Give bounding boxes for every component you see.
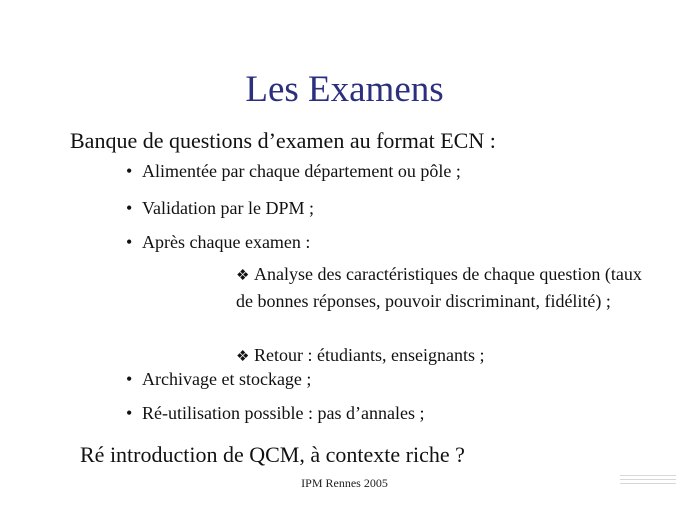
bullet-icon: • [126, 161, 133, 181]
bullet-icon: • [126, 403, 133, 423]
diamond-bullet-icon: ❖ [236, 268, 250, 284]
sub-bullet-text: Retour : étudiants, enseignants ; [254, 345, 485, 365]
slide-footer: IPM Rennes 2005 [301, 476, 388, 490]
bullet-item [126, 159, 461, 183]
bullet-icon: • [126, 198, 133, 218]
bullet-text: Archivage et stockage ; [142, 369, 312, 389]
slide-title: Les Examens [245, 69, 444, 110]
bullet-text: Validation par le DPM ; [142, 198, 314, 218]
diamond-bullet-icon: ❖ [236, 349, 250, 365]
sub-bullet-text: Analyse des caractéristiques de chaque question (taux de bonnes réponses, pouvoir discriminant, fidélité) ; [236, 264, 642, 311]
bullet-text: Ré-utilisation possible : pas d’annales ; [142, 403, 425, 423]
bullet-text: Alimentée par chaque département ou pôle ; [142, 161, 461, 181]
slide-heading: Banque de questions d’examen au format ECN : [70, 128, 496, 153]
closing-question: Ré introduction de QCM, à contexte riche ? [80, 442, 465, 467]
sub-bullet-item [236, 343, 646, 370]
bullet-item [126, 401, 424, 425]
watermark-logo [620, 472, 676, 490]
bullet-item [126, 367, 311, 391]
bullet-icon: • [126, 232, 133, 252]
bullet-icon: • [126, 369, 133, 389]
bullet-text: Après chaque examen : [142, 232, 311, 252]
sub-bullet-item [236, 262, 646, 314]
bullet-item [126, 196, 314, 220]
bullet-item [126, 230, 310, 254]
